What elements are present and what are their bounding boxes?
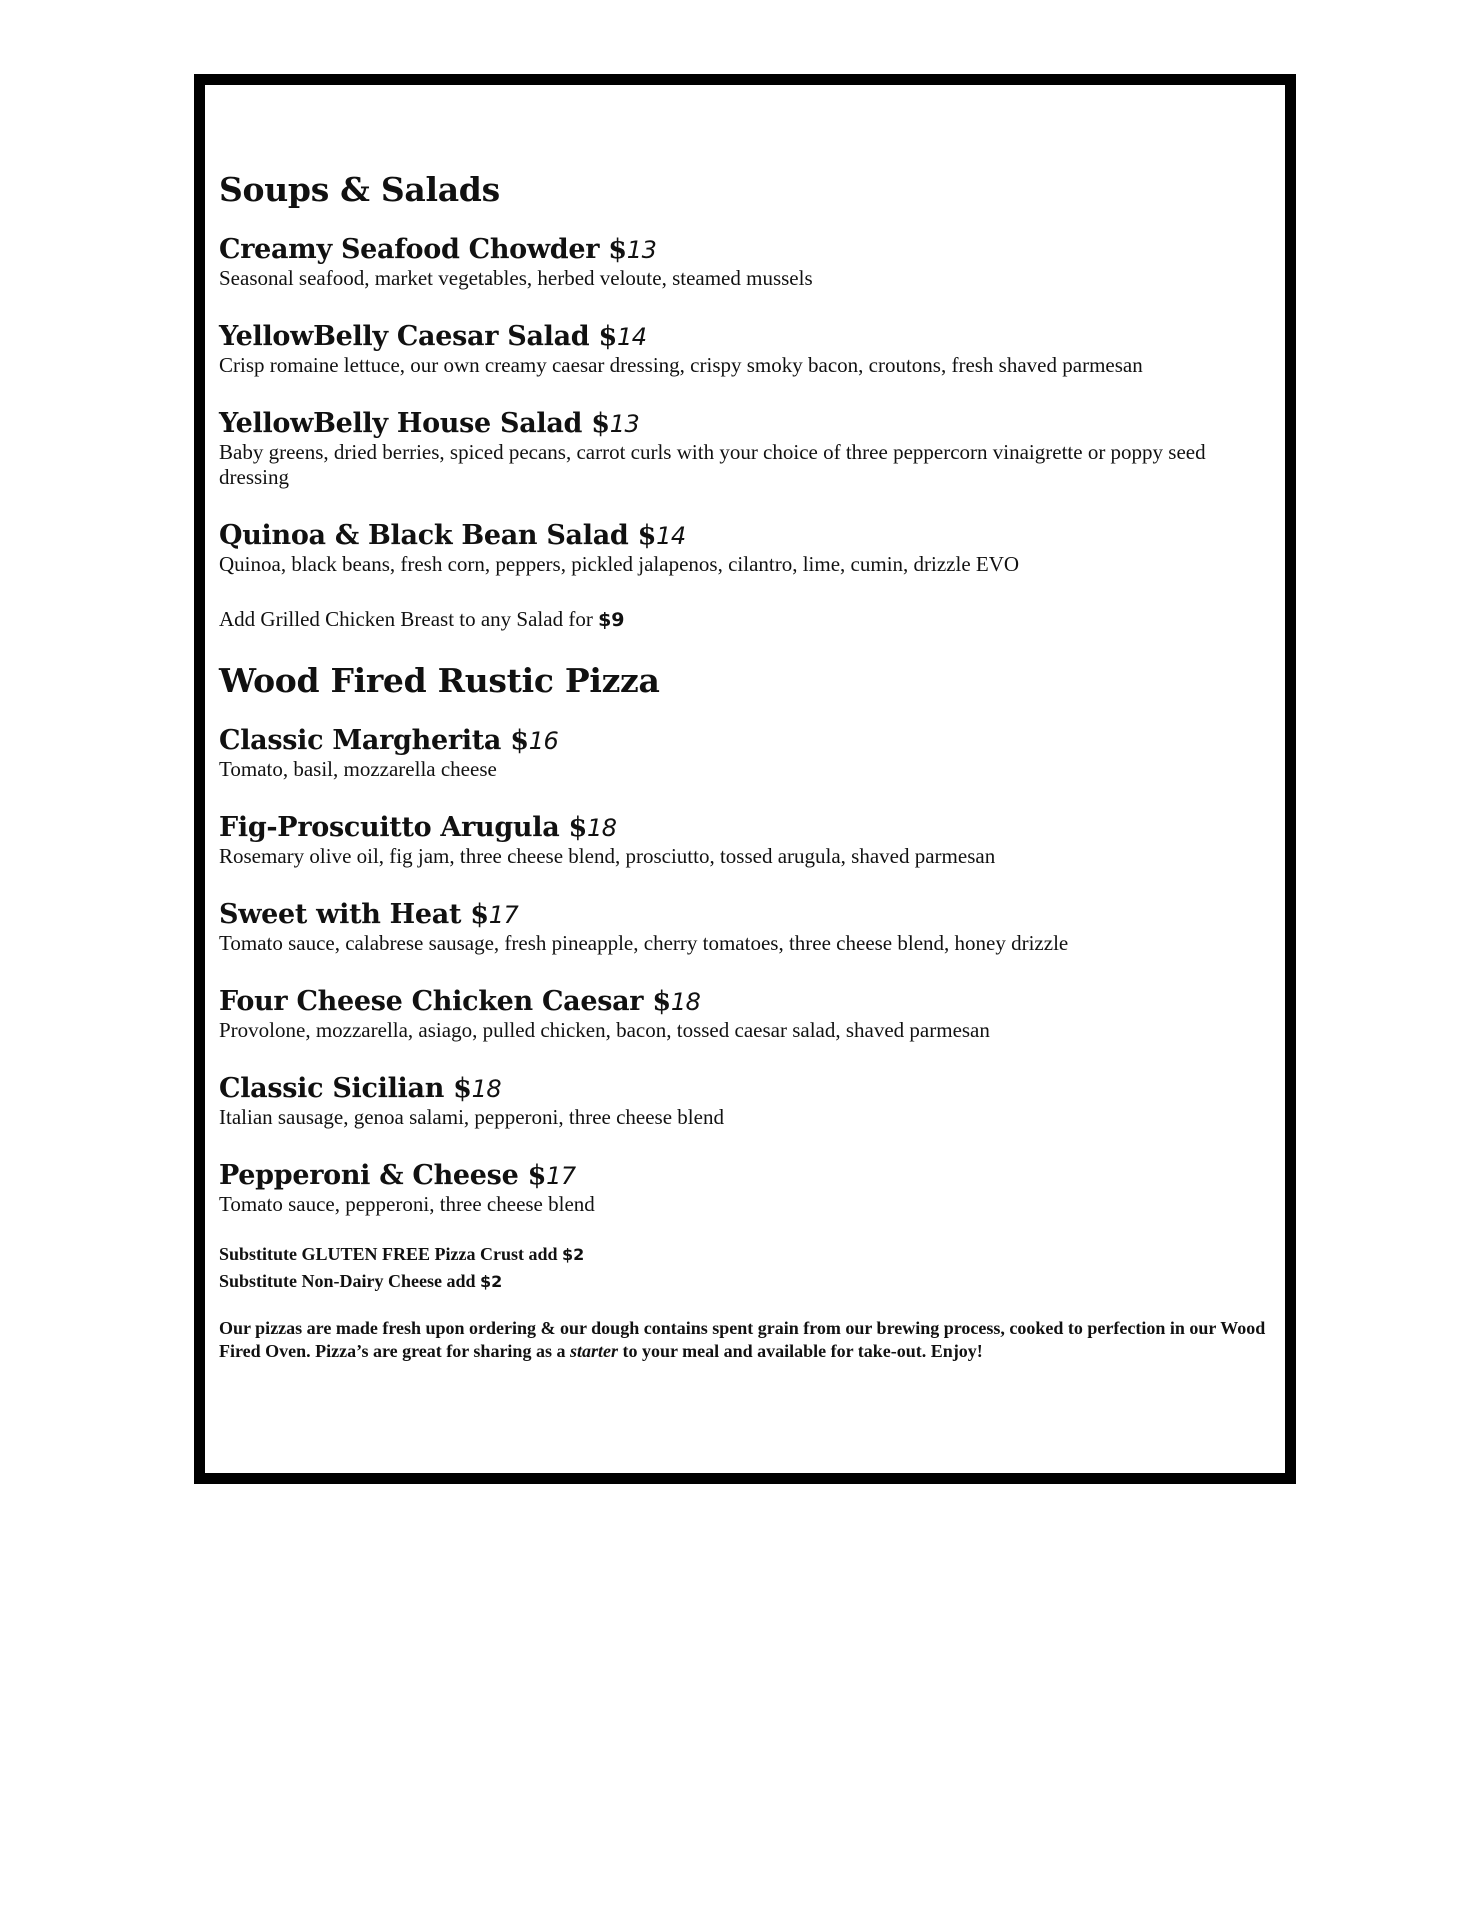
menu-border-frame (194, 74, 1296, 1484)
dollar-sign: $ (637, 520, 657, 551)
item-description: Quinoa, black beans, fresh corn, peppers, pickled jalapenos, cilantro, lime, cumin, drizzle EVO (219, 552, 1020, 576)
item-name: YellowBelly House Salad (219, 408, 583, 439)
item-title (219, 520, 1267, 552)
substitution-line (219, 1241, 1267, 1268)
dollar-sign: $ (527, 1160, 547, 1191)
menu-item (219, 1160, 1267, 1217)
item-title (219, 899, 1267, 931)
item-description: Tomato sauce, calabrese sausage, fresh pineapple, cherry tomatoes, three cheese blend, honey drizzle (219, 931, 1069, 955)
item-description: Tomato, basil, mozzarella cheese (219, 757, 497, 781)
item-price: 18 (670, 988, 701, 1016)
substitution-text: Substitute GLUTEN FREE Pizza Crust add (219, 1244, 558, 1264)
substitution-line (219, 1268, 1267, 1295)
item-description: Italian sausage, genoa salami, pepperoni, three cheese blend (219, 1105, 724, 1129)
menu-item (219, 1073, 1267, 1130)
menu-item (219, 812, 1267, 869)
item-description: Crisp romaine lettuce, our own creamy caesar dressing, crispy smoky bacon, croutons, fresh shaved parmesan (219, 353, 1143, 377)
item-price: 18 (587, 814, 617, 842)
item-price: 18 (471, 1075, 502, 1103)
dollar-sign: $ (568, 812, 588, 843)
menu-item (219, 408, 1267, 490)
menu-item (219, 321, 1267, 378)
item-title (219, 234, 1267, 266)
item-price: 17 (488, 901, 519, 929)
dollar-sign: $ (470, 899, 489, 930)
closing-text-after: to your meal and available for take-out. Enjoy! (622, 1341, 983, 1361)
item-description: Baby greens, dried berries, spiced pecans, carrot curls with your choice of three peppercorn vinaigrette or poppy seed dressing (219, 440, 1206, 489)
item-name: Pepperoni & Cheese (219, 1160, 519, 1191)
item-name: YellowBelly Caesar Salad (219, 321, 590, 352)
item-name: Four Cheese Chicken Caesar (219, 986, 644, 1017)
closing-text-before: Our pizzas are made fresh upon ordering & our dough contains spent grain from our brewing process, cooked to perfection in our Wood Fired Oven. Pizza’s are great for sharing as a (219, 1318, 1266, 1361)
salad-add-on-note (219, 607, 1267, 633)
menu-item (219, 986, 1267, 1043)
substitution-price: $2 (562, 1245, 585, 1264)
item-price: 14 (617, 323, 647, 351)
item-title (219, 812, 1267, 844)
item-price: 14 (656, 522, 686, 550)
menu-item (219, 234, 1267, 291)
item-description: Tomato sauce, pepperoni, three cheese blend (219, 1192, 595, 1216)
pizza-closing-note (219, 1317, 1267, 1363)
item-name: Classic Margherita (219, 725, 502, 756)
dollar-sign: $ (591, 408, 610, 439)
dollar-sign: $ (453, 1073, 472, 1104)
item-name: Creamy Seafood Chowder (219, 234, 600, 265)
item-description: Seasonal seafood, market vegetables, herbed veloute, steamed mussels (219, 266, 813, 290)
item-price: 13 (626, 236, 657, 264)
substitution-price: $2 (480, 1272, 503, 1291)
dollar-sign: $ (608, 234, 627, 265)
section-heading-pizza: Wood Fired Rustic Pizza (219, 661, 660, 700)
item-price: 17 (546, 1162, 576, 1190)
item-name: Classic Sicilian (219, 1073, 445, 1104)
substitutions (219, 1241, 1267, 1295)
item-title (219, 1160, 1267, 1192)
item-name: Sweet with Heat (219, 899, 462, 930)
item-description: Provolone, mozzarella, asiago, pulled chicken, bacon, tossed caesar salad, shaved parmesan (219, 1018, 990, 1042)
add-on-price: $9 (598, 609, 625, 631)
substitution-text: Substitute Non-Dairy Cheese add (219, 1271, 476, 1291)
closing-emphasis: starter (569, 1341, 618, 1361)
item-name: Fig-Proscuitto Arugula (219, 812, 560, 843)
item-title (219, 1073, 1267, 1105)
dollar-sign: $ (510, 725, 529, 756)
dollar-sign: $ (598, 321, 617, 352)
item-price: 16 (528, 727, 559, 755)
item-name: Quinoa & Black Bean Salad (219, 520, 629, 551)
menu-item (219, 725, 1267, 782)
item-description: Rosemary olive oil, fig jam, three cheese blend, prosciutto, tossed arugula, shaved parmesan (219, 844, 996, 868)
add-on-text: Add Grilled Chicken Breast to any Salad for (219, 607, 593, 631)
section-heading-soups-salads: Soups & Salads (219, 170, 500, 209)
menu-item (219, 520, 1267, 577)
menu-content (219, 170, 1267, 1363)
dollar-sign: $ (652, 986, 671, 1017)
item-title (219, 321, 1267, 353)
item-title (219, 408, 1267, 440)
item-price: 13 (609, 410, 640, 438)
item-title (219, 986, 1267, 1018)
menu-item (219, 899, 1267, 956)
item-title (219, 725, 1267, 757)
